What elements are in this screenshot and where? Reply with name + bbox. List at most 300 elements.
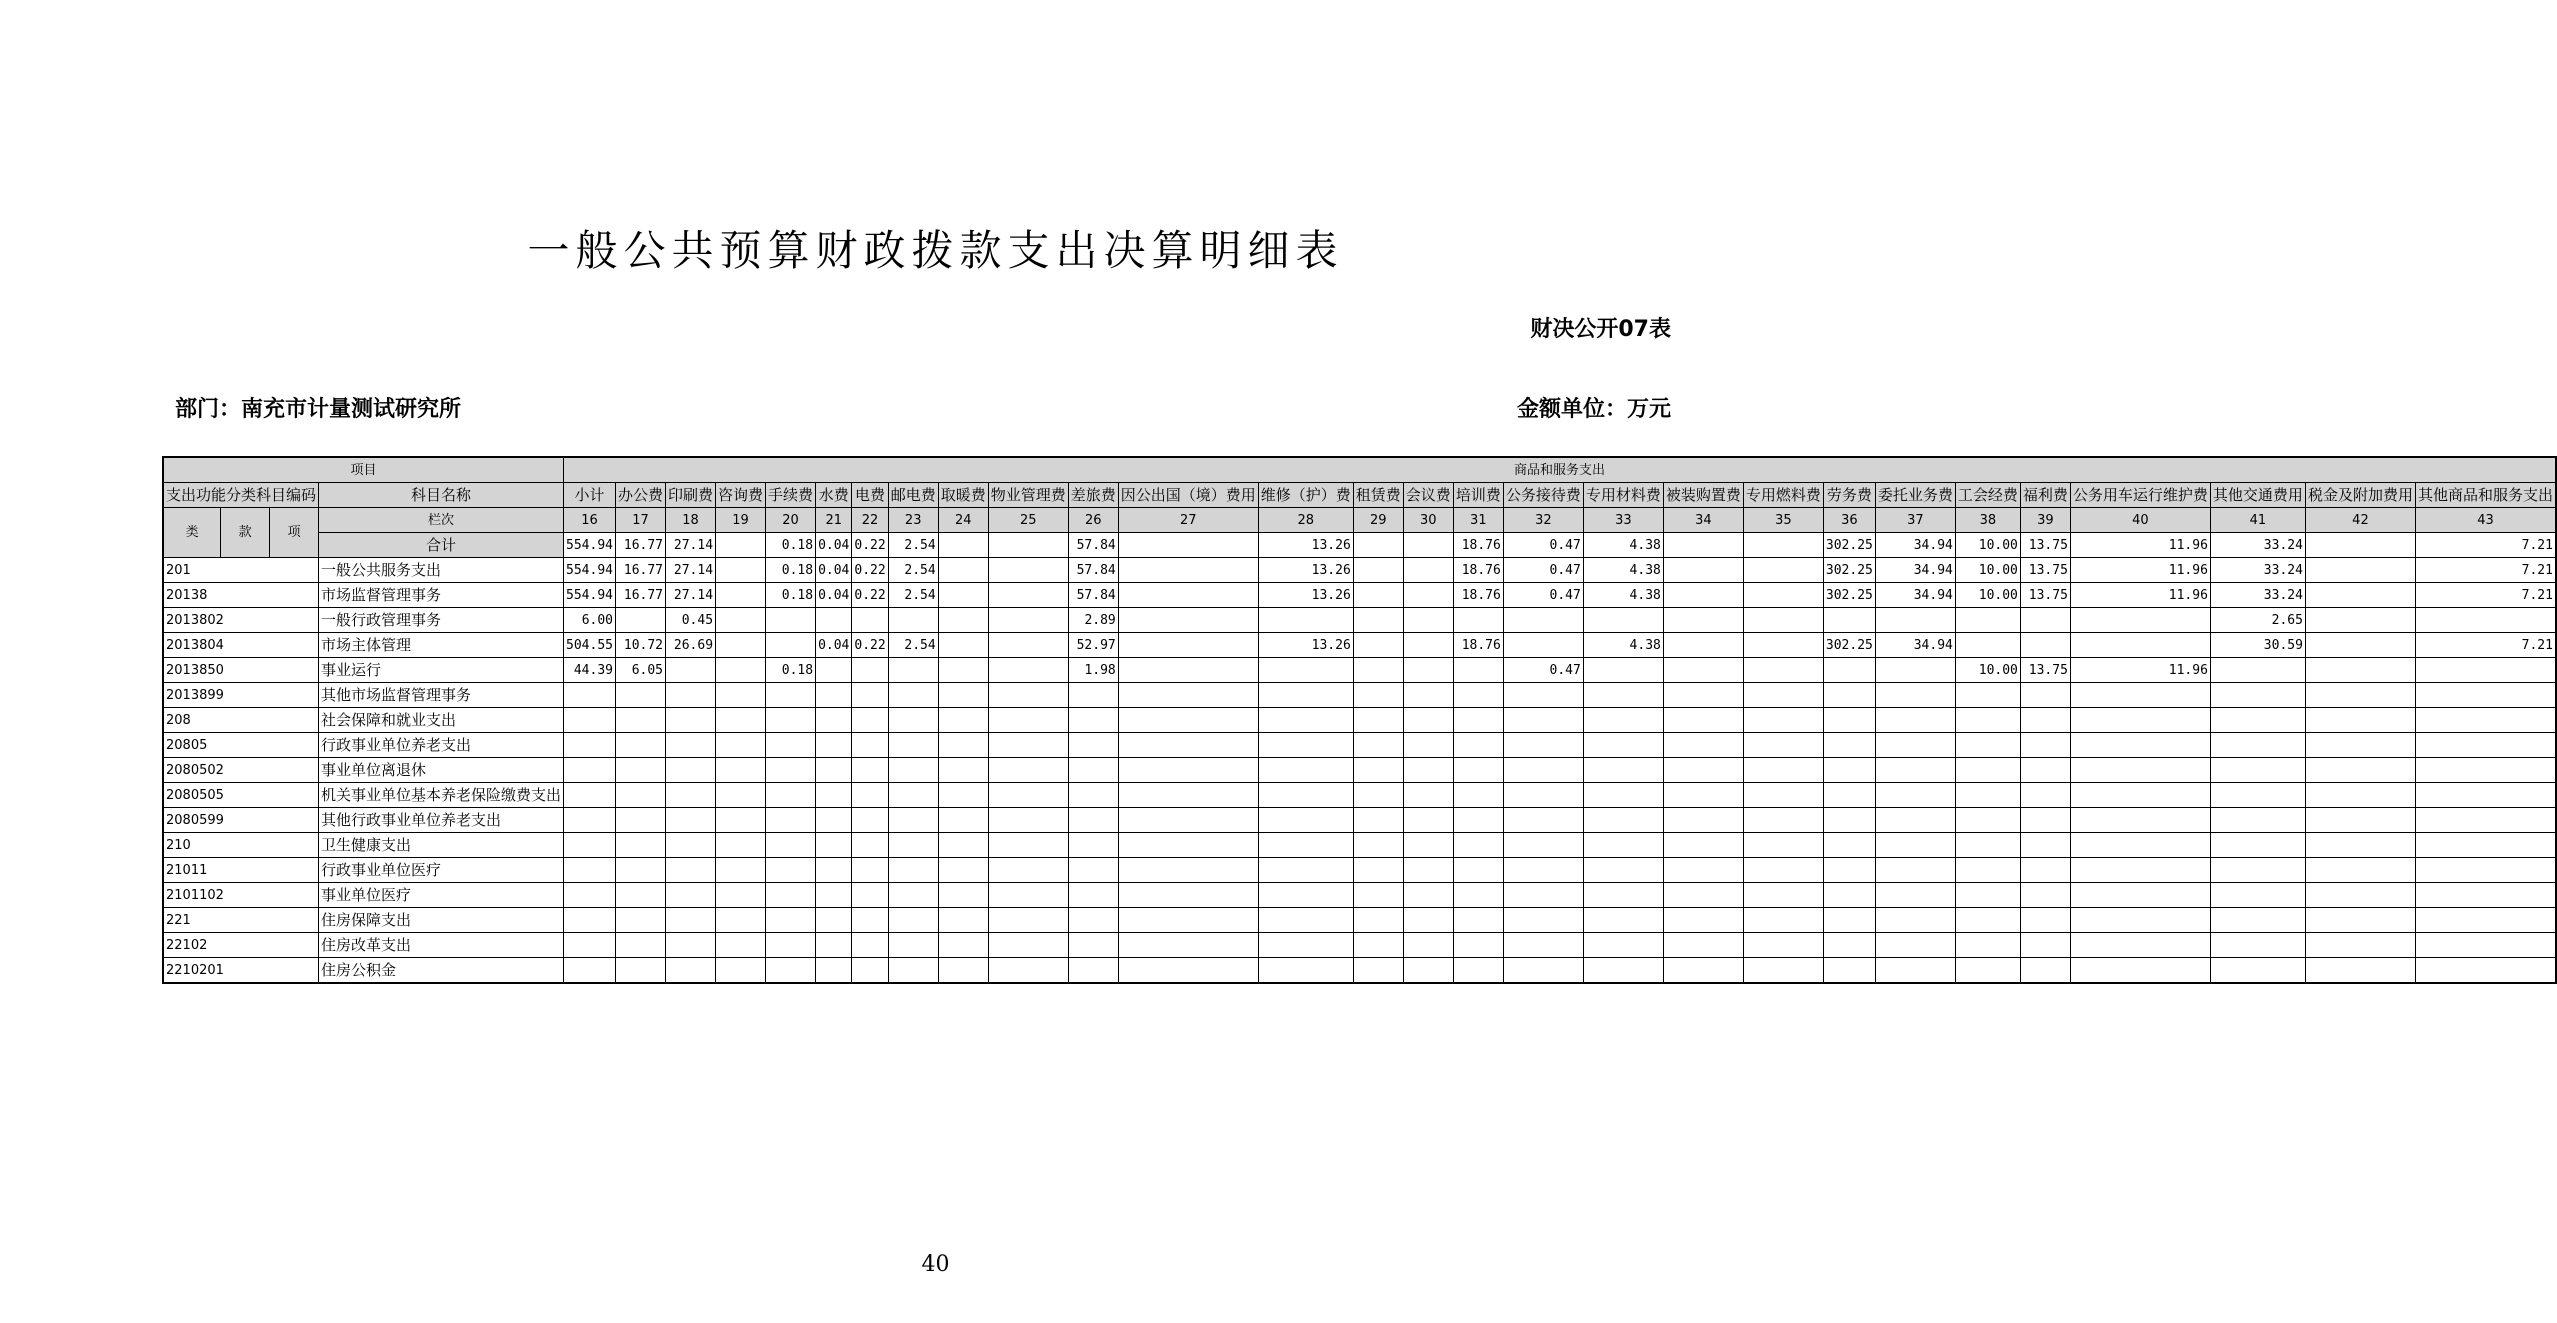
value-cell: [938, 883, 988, 908]
value-cell: [2305, 733, 2415, 758]
value-cell: [666, 933, 716, 958]
value-cell: [2305, 808, 2415, 833]
value-cell: [1743, 733, 1823, 758]
value-cell: [716, 908, 766, 933]
column-number: 26: [1068, 508, 1118, 533]
value-cell: [1258, 908, 1353, 933]
value-cell: [1823, 808, 1875, 833]
value-cell: [1258, 783, 1353, 808]
value-cell: [2305, 558, 2415, 583]
column-number: 36: [1823, 508, 1875, 533]
value-cell: 2.65: [2210, 608, 2305, 633]
table-row: [163, 758, 2556, 783]
value-cell: [888, 608, 938, 633]
row-name: 事业单位离退休: [319, 758, 564, 783]
row-name: 市场监督管理事务: [319, 583, 564, 608]
value-cell: [852, 783, 888, 808]
value-cell: 11.96: [2070, 558, 2210, 583]
column-number: 33: [1583, 508, 1663, 533]
value-cell: [1663, 908, 1743, 933]
value-cell: [888, 933, 938, 958]
value-cell: [1743, 633, 1823, 658]
value-cell: [988, 833, 1068, 858]
value-cell: [1453, 858, 1503, 883]
column-header: 电费: [852, 483, 888, 508]
value-cell: [1663, 958, 1743, 984]
value-cell: 18.76: [1453, 583, 1503, 608]
value-cell: [1118, 833, 1258, 858]
value-cell: [816, 733, 852, 758]
value-cell: [1743, 583, 1823, 608]
value-cell: 13.75: [2020, 658, 2070, 683]
value-cell: [852, 958, 888, 984]
total-cell: 7.21: [2415, 533, 2556, 558]
value-cell: [1258, 883, 1353, 908]
value-cell: [716, 608, 766, 633]
value-cell: [2415, 933, 2556, 958]
value-cell: [1453, 708, 1503, 733]
page-number: 40: [921, 1252, 950, 1277]
value-cell: [938, 758, 988, 783]
value-cell: [564, 808, 616, 833]
value-cell: [2020, 633, 2070, 658]
value-cell: [1743, 833, 1823, 858]
row-code: 20805: [163, 733, 319, 758]
value-cell: [1118, 733, 1258, 758]
value-cell: [1453, 933, 1503, 958]
value-cell: [852, 908, 888, 933]
value-cell: [1068, 733, 1118, 758]
value-cell: [1743, 958, 1823, 984]
value-cell: [852, 608, 888, 633]
value-cell: [2210, 933, 2305, 958]
total-cell: [1403, 533, 1453, 558]
total-cell: 10.00: [1955, 533, 2020, 558]
value-cell: [2305, 633, 2415, 658]
value-cell: [988, 558, 1068, 583]
value-cell: [1955, 608, 2020, 633]
value-cell: [716, 758, 766, 783]
value-cell: 0.47: [1503, 658, 1583, 683]
value-cell: 52.97: [1068, 633, 1118, 658]
row-code: 208: [163, 708, 319, 733]
value-cell: [666, 808, 716, 833]
value-cell: 0.47: [1503, 558, 1583, 583]
value-cell: [1503, 958, 1583, 984]
column-header: 被装购置费: [1663, 483, 1743, 508]
value-cell: [1955, 858, 2020, 883]
value-cell: [666, 658, 716, 683]
value-cell: [938, 608, 988, 633]
value-cell: [2415, 833, 2556, 858]
column-number: 30: [1403, 508, 1453, 533]
column-header: 印刷费: [666, 483, 716, 508]
value-cell: [1823, 933, 1875, 958]
value-cell: [666, 733, 716, 758]
value-cell: [1875, 758, 1955, 783]
expenditure-table: [162, 456, 2557, 984]
value-cell: [1403, 883, 1453, 908]
value-cell: [766, 783, 816, 808]
value-cell: [1955, 683, 2020, 708]
value-cell: [1403, 833, 1453, 858]
value-cell: [888, 658, 938, 683]
value-cell: [1258, 708, 1353, 733]
value-cell: [1583, 683, 1663, 708]
value-cell: [816, 933, 852, 958]
value-cell: [616, 883, 666, 908]
value-cell: [988, 733, 1068, 758]
total-cell: 4.38: [1583, 533, 1663, 558]
table-row: [163, 583, 2556, 608]
value-cell: [1955, 633, 2020, 658]
row-name: 市场主体管理: [319, 633, 564, 658]
value-cell: [1503, 683, 1583, 708]
row-code: 20138: [163, 583, 319, 608]
value-cell: [1823, 708, 1875, 733]
value-cell: [1118, 758, 1258, 783]
value-cell: [1823, 658, 1875, 683]
value-cell: [1453, 908, 1503, 933]
value-cell: [564, 933, 616, 958]
value-cell: [2070, 733, 2210, 758]
column-header: 委托业务费: [1875, 483, 1955, 508]
value-cell: [666, 833, 716, 858]
value-cell: [888, 883, 938, 908]
column-header: 其他交通费用: [2210, 483, 2305, 508]
column-number: 41: [2210, 508, 2305, 533]
column-number: 21: [816, 508, 852, 533]
total-cell: 18.76: [1453, 533, 1503, 558]
value-cell: [1353, 933, 1403, 958]
value-cell: [1663, 583, 1743, 608]
row-name: 住房改革支出: [319, 933, 564, 958]
value-cell: 0.04: [816, 558, 852, 583]
value-cell: [1403, 733, 1453, 758]
value-cell: [616, 733, 666, 758]
value-cell: [766, 933, 816, 958]
value-cell: [1118, 658, 1258, 683]
value-cell: [1875, 833, 1955, 858]
value-cell: [1663, 758, 1743, 783]
table-row: [163, 808, 2556, 833]
value-cell: [616, 933, 666, 958]
value-cell: [2415, 683, 2556, 708]
value-cell: [1403, 608, 1453, 633]
value-cell: [1583, 608, 1663, 633]
column-number: 18: [666, 508, 716, 533]
value-cell: 0.18: [766, 658, 816, 683]
value-cell: [1663, 808, 1743, 833]
value-cell: 13.26: [1258, 558, 1353, 583]
value-cell: [938, 733, 988, 758]
value-cell: [1503, 908, 1583, 933]
value-cell: [2415, 658, 2556, 683]
code-column-header: 支出功能分类科目编码: [163, 483, 319, 508]
value-cell: [2415, 708, 2556, 733]
total-cell: 27.14: [666, 533, 716, 558]
value-cell: [1258, 733, 1353, 758]
value-cell: [1353, 583, 1403, 608]
value-cell: [816, 858, 852, 883]
value-cell: [1118, 933, 1258, 958]
row-name: 住房保障支出: [319, 908, 564, 933]
value-cell: 6.05: [616, 658, 666, 683]
value-cell: 34.94: [1875, 583, 1955, 608]
value-cell: [666, 858, 716, 883]
value-cell: [888, 833, 938, 858]
value-cell: [1875, 858, 1955, 883]
table-row: [163, 783, 2556, 808]
value-cell: [2415, 733, 2556, 758]
value-cell: [2020, 883, 2070, 908]
value-cell: [938, 833, 988, 858]
value-cell: [888, 958, 938, 984]
value-cell: [616, 783, 666, 808]
value-cell: [2070, 683, 2210, 708]
value-cell: [2210, 733, 2305, 758]
value-cell: 30.59: [2210, 633, 2305, 658]
value-cell: [716, 633, 766, 658]
column-number: 39: [2020, 508, 2070, 533]
value-cell: [1955, 708, 2020, 733]
value-cell: [1403, 558, 1453, 583]
value-cell: 57.84: [1068, 583, 1118, 608]
column-header: 培训费: [1453, 483, 1503, 508]
unit-label: 金额单位：万元: [1516, 397, 1671, 422]
value-cell: [2020, 733, 2070, 758]
column-header: 专用材料费: [1583, 483, 1663, 508]
total-cell: 11.96: [2070, 533, 2210, 558]
value-cell: [616, 608, 666, 633]
value-cell: [1583, 733, 1663, 758]
department-label: 部门：南充市计量测试研究所: [175, 397, 462, 422]
value-cell: [2020, 958, 2070, 984]
value-cell: [1068, 808, 1118, 833]
value-cell: [816, 883, 852, 908]
value-cell: [1453, 733, 1503, 758]
value-cell: [1743, 908, 1823, 933]
table-row: [163, 633, 2556, 658]
total-cell: [2305, 533, 2415, 558]
value-cell: 10.00: [1955, 558, 2020, 583]
value-cell: [852, 808, 888, 833]
value-cell: [564, 733, 616, 758]
value-cell: [1503, 808, 1583, 833]
value-cell: [616, 908, 666, 933]
value-cell: [1453, 833, 1503, 858]
value-cell: [938, 558, 988, 583]
value-cell: [1583, 908, 1663, 933]
value-cell: [1875, 958, 1955, 984]
value-cell: [1068, 758, 1118, 783]
value-cell: 11.96: [2070, 658, 2210, 683]
value-cell: [564, 783, 616, 808]
value-cell: [1353, 733, 1403, 758]
value-cell: [988, 783, 1068, 808]
value-cell: [2210, 958, 2305, 984]
value-cell: [1743, 783, 1823, 808]
value-cell: [616, 708, 666, 733]
value-cell: 2.54: [888, 583, 938, 608]
value-cell: [616, 958, 666, 984]
value-cell: [766, 708, 816, 733]
value-cell: [1353, 908, 1403, 933]
value-cell: [1663, 733, 1743, 758]
value-cell: [2070, 908, 2210, 933]
value-cell: [564, 908, 616, 933]
column-number: 35: [1743, 508, 1823, 533]
value-cell: [1955, 733, 2020, 758]
row-code: 2013850: [163, 658, 319, 683]
value-cell: 7.21: [2415, 558, 2556, 583]
value-cell: [1353, 633, 1403, 658]
value-cell: [1258, 758, 1353, 783]
value-cell: [1583, 933, 1663, 958]
value-cell: [1743, 758, 1823, 783]
value-cell: [988, 908, 1068, 933]
column-header: 取暖费: [938, 483, 988, 508]
value-cell: [1743, 658, 1823, 683]
value-cell: [766, 608, 816, 633]
value-cell: [1453, 808, 1503, 833]
value-cell: [816, 958, 852, 984]
value-cell: [852, 933, 888, 958]
value-cell: 34.94: [1875, 633, 1955, 658]
table-row: [163, 683, 2556, 708]
total-cell: 57.84: [1068, 533, 1118, 558]
value-cell: 302.25: [1823, 633, 1875, 658]
row-code: 22102: [163, 933, 319, 958]
value-cell: [2070, 783, 2210, 808]
value-cell: [716, 708, 766, 733]
value-cell: [852, 683, 888, 708]
row-code: 2080505: [163, 783, 319, 808]
value-cell: 18.76: [1453, 633, 1503, 658]
value-cell: [2305, 683, 2415, 708]
value-cell: [2305, 708, 2415, 733]
value-cell: [1068, 833, 1118, 858]
value-cell: [2070, 833, 2210, 858]
column-header: 小计: [564, 483, 616, 508]
value-cell: [1875, 883, 1955, 908]
total-cell: [1353, 533, 1403, 558]
value-cell: [1118, 558, 1258, 583]
value-cell: 27.14: [666, 583, 716, 608]
value-cell: [938, 808, 988, 833]
value-cell: [852, 658, 888, 683]
value-cell: [1503, 608, 1583, 633]
value-cell: [2020, 758, 2070, 783]
value-cell: [1403, 633, 1453, 658]
value-cell: [716, 933, 766, 958]
value-cell: [988, 658, 1068, 683]
value-cell: [2415, 908, 2556, 933]
column-header: 会议费: [1403, 483, 1453, 508]
column-header: 办公费: [616, 483, 666, 508]
value-cell: [716, 833, 766, 858]
value-cell: [2210, 858, 2305, 883]
value-cell: [1453, 783, 1503, 808]
value-cell: [1258, 958, 1353, 984]
form-code: 财决公开07表: [1530, 317, 1671, 342]
column-number: 42: [2305, 508, 2415, 533]
column-number: 27: [1118, 508, 1258, 533]
value-cell: [1875, 808, 1955, 833]
total-cell: [938, 533, 988, 558]
value-cell: [816, 658, 852, 683]
value-cell: [852, 833, 888, 858]
value-cell: [1823, 758, 1875, 783]
value-cell: [716, 683, 766, 708]
value-cell: [716, 558, 766, 583]
value-cell: 7.21: [2415, 633, 2556, 658]
value-cell: [888, 683, 938, 708]
value-cell: [1663, 833, 1743, 858]
value-cell: [766, 633, 816, 658]
value-cell: [2415, 783, 2556, 808]
column-header: 物业管理费: [988, 483, 1068, 508]
value-cell: [2020, 933, 2070, 958]
value-cell: [1403, 933, 1453, 958]
row-code: 2013804: [163, 633, 319, 658]
value-cell: 18.76: [1453, 558, 1503, 583]
value-cell: [2305, 783, 2415, 808]
value-cell: [766, 733, 816, 758]
value-cell: [1955, 958, 2020, 984]
total-cell: 0.04: [816, 533, 852, 558]
name-column-header: 科目名称: [319, 483, 564, 508]
value-cell: [766, 858, 816, 883]
value-cell: [816, 833, 852, 858]
value-cell: [988, 808, 1068, 833]
column-number: 22: [852, 508, 888, 533]
column-number: 23: [888, 508, 938, 533]
value-cell: [1743, 708, 1823, 733]
table-row: [163, 733, 2556, 758]
lei-header: 类: [163, 508, 221, 558]
column-header: 其他商品和服务支出: [2415, 483, 2556, 508]
value-cell: [1583, 883, 1663, 908]
value-cell: 0.18: [766, 558, 816, 583]
value-cell: [1503, 633, 1583, 658]
value-cell: [564, 958, 616, 984]
row-name: 事业运行: [319, 658, 564, 683]
value-cell: [1068, 783, 1118, 808]
value-cell: [1743, 558, 1823, 583]
column-header: 水费: [816, 483, 852, 508]
column-header: 维修（护）费: [1258, 483, 1353, 508]
value-cell: [938, 958, 988, 984]
value-cell: [2210, 783, 2305, 808]
row-name: 机关事业单位基本养老保险缴费支出: [319, 783, 564, 808]
column-number: 38: [1955, 508, 2020, 533]
column-number: 16: [564, 508, 616, 533]
value-cell: [888, 758, 938, 783]
value-cell: [1258, 608, 1353, 633]
value-cell: [1453, 883, 1503, 908]
value-cell: 27.14: [666, 558, 716, 583]
value-cell: [816, 683, 852, 708]
table-row: [163, 958, 2556, 984]
value-cell: [1503, 733, 1583, 758]
value-cell: [852, 733, 888, 758]
value-cell: [1503, 758, 1583, 783]
value-cell: [938, 783, 988, 808]
value-cell: 11.96: [2070, 583, 2210, 608]
total-label: 合计: [319, 533, 564, 558]
value-cell: [616, 758, 666, 783]
